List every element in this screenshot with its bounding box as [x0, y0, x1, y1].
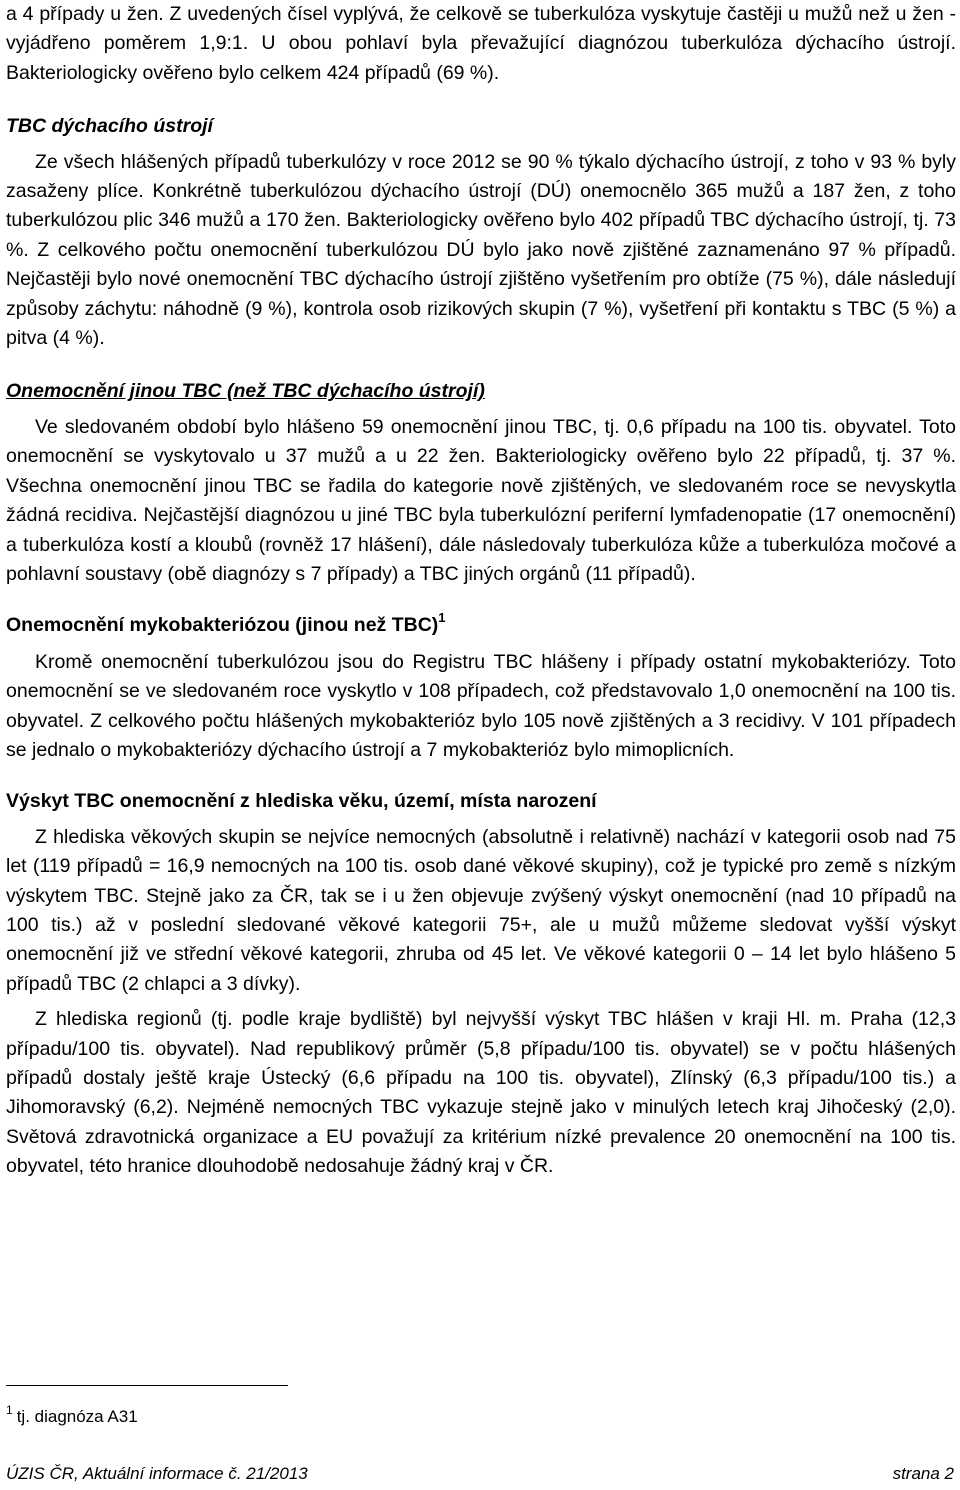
heading-vyskyt-tbc: Výskyt TBC onemocnění z hlediska věku, území, místa narození — [6, 790, 597, 813]
intro-paragraph: a 4 případy u žen. Z uvedených čísel vyplývá, že celkově se tuberkulóza vyskytuje častěji u mužů než u žen - vyjádřeno poměrem 1,9:1. U obou pohlaví byla převažující diagnózou tuberkulóza dýchacího ústrojí. Bakteriologicky ověřeno bylo celkem 424 případů (69 %). — [6, 3, 956, 84]
paragraph-regiony: Z hlediska regionů (tj. podle kraje bydliště) byl nejvyšší výskyt TBC hlášen v kraji Hl. m. Praha (12,3 případu/100 tis. obyvatel). Nad republikový průměr (5,8 případu/100 tis. obyvatel) se v počtu hlášených případů dostaly ještě kraje Ústecký (6,6 případu na 100 tis. obyvatel), Zlínský (6,3 případu/100 tis.) a Jihomoravský (6,2). Nejméně nemocných TBC vykazuje stejně jako v minulých letech kraj Jihočeský (2,0). Světová zdravotnická organizace a EU považují za kritérium nízké prevalence 20 onemocnění na 100 tis. obyvatel, této hranice dlouhodobě nedosahuje žádný kraj v ČR. — [6, 1008, 956, 1178]
paragraph-vekove-skupiny: Z hlediska věkových skupin se nejvíce nemocných (absolutně i relativně) nachází v kategorii osob nad 75 let (119 případů = 16,9 nemocných na 100 tis. osob dané věkové skupiny), což je typické pro země s nízkým výskytem TBC. Stejně jako za ČR, tak se i u žen objevuje zvýšený výskyt onemocnění (nad 10 případů na 100 tis.) až v poslední sledované věkové kategorii 75+, ale u mužů můžeme sledovat vyšší výskyt onemocnění již ve střední věkové kategorii, zhruba od 45 let. Ve věkové kategorii 0 – 14 let bylo hlášeno 5 případů TBC (2 chlapci a 3 dívky). — [6, 825, 956, 995]
footnote-separator — [6, 1385, 288, 1386]
document-page — [6, 0, 956, 1182]
heading-mykobakterioza — [6, 611, 956, 641]
paragraph-tbc-dychaciho-ustroji: Ze všech hlášených případů tuberkulózy v roce 2012 se 90 % týkalo dýchacího ústrojí, z toho v 93 % byly zasaženy plíce. Konkrétně tuberkulózou dýchacího ústrojí (DÚ) onemocnělo 365 mužů a 187 žen, z toho tuberkulózou plic 346 mužů a 170 žen. Bakteriologicky ověřeno bylo 402 případů TBC dýchacího ústrojí, tj. 73 %. Z celkového počtu onemocnění tuberkulózou DÚ bylo jako nově zjištěné zaznamenáno 97 % případů. Nejčastěji bylo nové onemocnění TBC dýchacího ústrojí zjištěno vyšetřením pro obtíže (75 %), dále následují způsoby záchytu: náhodně (9 %), kontrola osob rizikových skupin (7 %), vyšetření při kontaktu s TBC (5 %) a pitva (4 %). — [6, 150, 956, 350]
footnote-mark: 1 — [6, 1403, 13, 1417]
footer-source: ÚZIS ČR, Aktuální informace č. 21/2013 — [6, 1464, 308, 1483]
footnote-text: tj. diagnóza A31 — [16, 1407, 138, 1426]
heading-tbc-dychaciho-ustroji: TBC dýchacího ústrojí — [6, 115, 213, 138]
paragraph-jina-tbc: Ve sledovaném období bylo hlášeno 59 onemocnění jinou TBC, tj. 0,6 případu na 100 tis. obyvatel. Toto onemocnění se vyskytovalo u 37 mužů a u 22 žen. Bakteriologicky ověřeno bylo 22 případů, tj. 37 %. Všechna onemocnění jinou TBC se řadila do kategorie nově zjištěných, ve sledovaném roce se nevyskytla žádná recidiva. Nejčastější diagnózou u jiné TBC byla tuberkulózní periferní lymfadenopatie (17 onemocnění) a tuberkulóza kostí a kloubů (rovněž 17 hlášení), dále následovaly tuberkulóza kůže a tuberkulóza močové a pohlavní soustavy (obě diagnózy s 7 případy) a TBC jiných orgánů (11 případů). — [6, 415, 956, 585]
footer-page-number: strana 2 — [892, 1464, 954, 1483]
footnote-reference: 1 — [438, 610, 446, 626]
footnote — [6, 1403, 138, 1429]
heading-jina-tbc: Onemocnění jinou TBC (než TBC dýchacího ústrojí) — [6, 380, 485, 403]
paragraph-mykobakterioza: Kromě onemocnění tuberkulózou jsou do Registru TBC hlášeny i případy ostatní mykobakteriózy. Toto onemocnění se ve sledovaném roce vyskytlo v 108 případech, což představovalo 1,0 onemocnění na 100 tis. obyvatel. Z celkového počtu hlášených mykobakterióz bylo 105 nově zjištěných a 3 recidivy. V 101 případech se jednalo o mykobakteriózy dýchacího ústrojí a 7 mykobakterióz bylo mimoplicních. — [6, 650, 956, 761]
heading-mykobakterioza-text: Onemocnění mykobakteriózou (jinou než TBC) — [6, 614, 439, 637]
